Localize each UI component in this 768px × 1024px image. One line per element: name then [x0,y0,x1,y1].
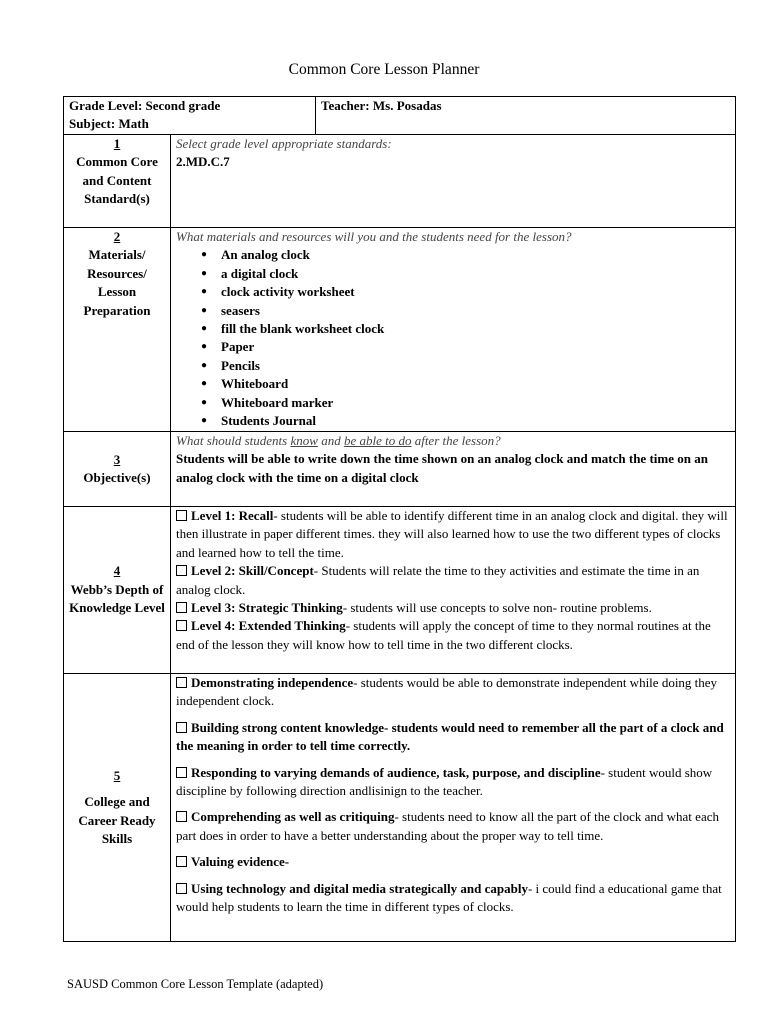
ccr-row [64,674,736,942]
grade-subject-cell [64,97,316,135]
materials-prompt: What materials and resources will you and the students need for the lesson? [176,229,572,244]
list-item: ● seasers [201,302,730,320]
grade-level: Grade Level: Second grade [69,98,221,113]
objectives-row [64,432,736,507]
row-number: 1 [113,136,121,151]
standards-value: 2.MD.C.7 [176,154,230,170]
list-item: ● fill the blank worksheet clock [201,320,730,338]
ccr-label-cell [64,674,171,942]
row-label: College and Career Ready Skills [78,794,156,846]
list-item: ● Whiteboard marker [201,394,730,412]
materials-list [176,246,730,430]
webb-label-cell [64,507,171,674]
materials-row [64,228,736,432]
webb-level: Level 1: Recall- students will be able to identify different time in an analog clock and digital. they will then illustrate in paper different times. they will also learned how to use the two different types of clocks and learned how to tell the time. [176,508,728,560]
ccr-skill: Responding to varying demands of audience, task, purpose, and discipline- student would show discipline by following direction andlisinign to the teacher. [176,764,713,799]
list-item: ● Students Journal [201,412,730,430]
list-item: ● Whiteboard [201,375,730,393]
row-label: Common Core and Content Standard(s) [76,154,158,207]
ccr-content-cell [171,674,736,942]
standards-row [64,135,736,228]
checkbox-icon[interactable] [176,565,187,576]
teacher: Teacher: Ms. Posadas [321,98,442,113]
webb-row [64,507,736,674]
ccr-skill: Building strong content knowledge- students would need to remember all the part of a clock and the meaning in order to tell time correctly. [176,719,724,754]
ccr-skill: Using technology and digital media strategically and capably- i could find a educational game that would help students to learn the time in different types of clocks. [176,880,722,915]
row-label: Objective(s) [83,470,151,485]
webb-content-cell [171,507,736,674]
checkbox-icon[interactable] [176,722,187,733]
webb-level: Level 2: Skill/Concept- Students will relate the time to they activities and estimate the time in an analog clock. [176,563,700,597]
row-number: 2 [113,229,121,244]
standards-prompt: Select grade level appropriate standards: [176,136,392,151]
subject: Subject: Math [69,116,149,132]
row-number: 4 [113,563,121,579]
checkbox-icon[interactable] [176,677,187,688]
objectives-label-cell [64,432,171,507]
checkbox-icon[interactable] [176,767,187,778]
materials-label-cell [64,228,171,432]
ccr-skill: Comprehending as well as critiquing- students need to know all the part of the clock and what each part does in order to have a better understanding about the proper way to tell time. [176,809,719,843]
checkbox-icon[interactable] [176,510,187,521]
checkbox-icon[interactable] [176,856,187,867]
checkbox-icon[interactable] [176,602,187,613]
standards-label-cell [64,135,171,228]
checkbox-icon[interactable] [176,811,187,822]
objectives-text: Students will be able to write down the time shown on an analog clock and match the time on an analog clock with the time on a digital clock [176,451,708,485]
checkbox-icon[interactable] [176,620,187,631]
list-item: ● An analog clock [201,246,730,264]
ccr-skill: Demonstrating independence- students would be able to demonstrate independent while doing they independent clock. [176,675,718,709]
standards-content-cell [171,135,736,228]
checkbox-icon[interactable] [176,883,187,894]
row-number: 3 [113,451,121,467]
list-item: ● clock activity worksheet [201,283,730,301]
objectives-prompt: What should students know and be able to do after the lesson? [176,433,501,448]
footer-text: SAUSD Common Core Lesson Template (adapted) [67,977,324,991]
lesson-planner-table [63,96,736,942]
ccr-skill: Valuing evidence- [176,853,730,871]
page-title: Common Core Lesson Planner [288,61,480,78]
webb-level: Level 3: Strategic Thinking- students will use concepts to solve non- routine problems. [176,599,730,617]
list-item: ● a digital clock [201,265,730,283]
list-item: ● Paper [201,338,730,356]
webb-level: Level 4: Extended Thinking- students will apply the concept of time to they normal routines at the end of the lesson they will know how to tell time in the two different clocks. [176,618,711,652]
row-number: 5 [113,767,121,783]
row-label: Webb’s Depth of Knowledge Level [69,581,165,616]
teacher-cell [316,97,736,135]
objectives-content-cell [171,432,736,507]
header-row [64,97,736,135]
row-label: Materials/ Resources/ Lesson Preparation [83,247,151,318]
materials-content-cell [171,228,736,432]
list-item: ● Pencils [201,357,730,375]
